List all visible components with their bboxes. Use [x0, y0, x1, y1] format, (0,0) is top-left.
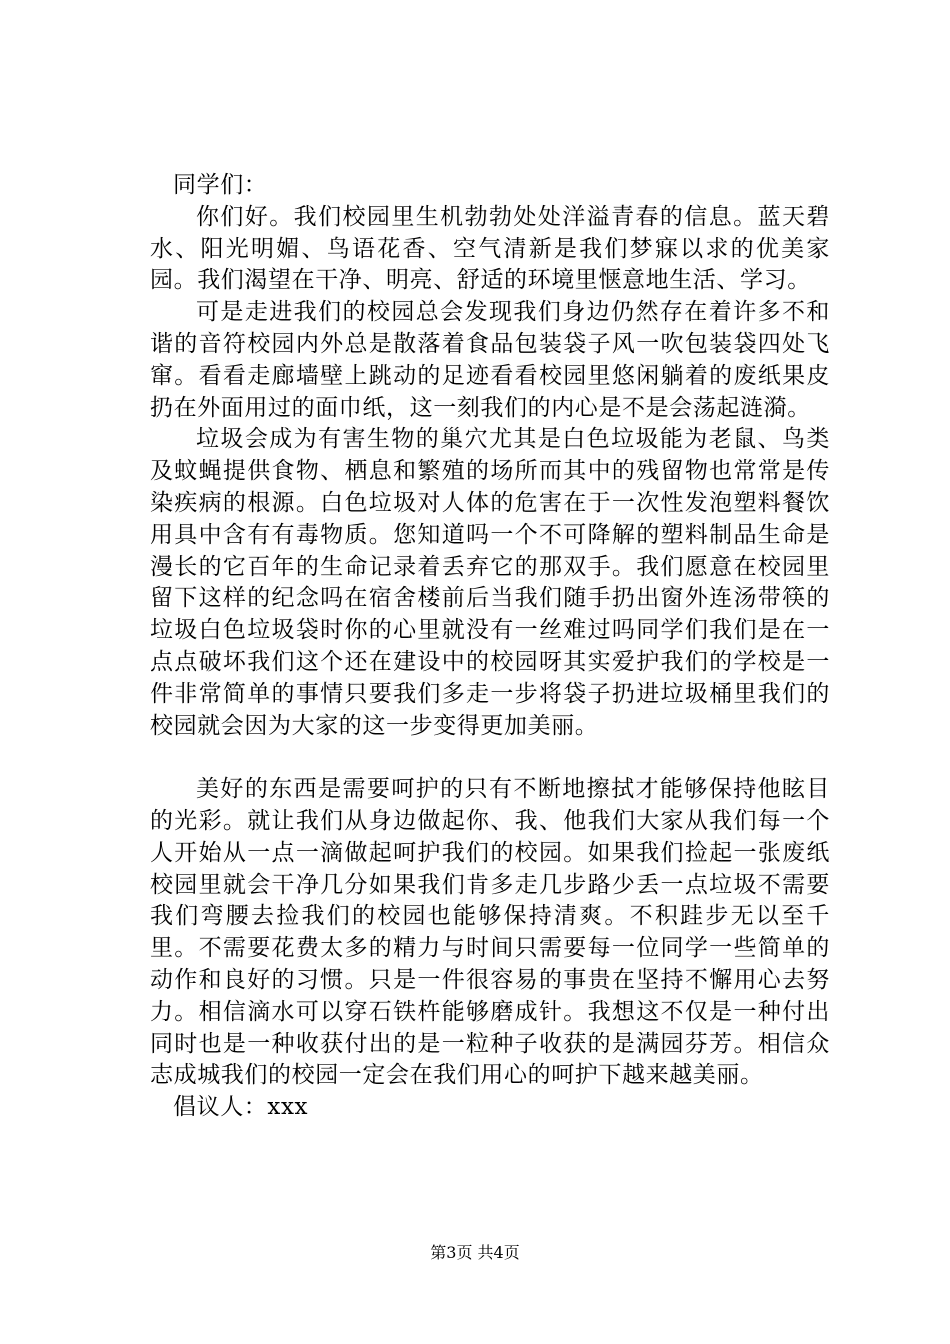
page-footer [0, 1243, 950, 1263]
paragraph-spacer [150, 742, 830, 774]
salutation: 同学们： [173, 172, 268, 198]
page-indicator: 第3页 共4页 [430, 1243, 520, 1262]
paragraph-harm: 垃圾会成为有害生物的巢穴尤其是白色垃圾能为老鼠、鸟类及蚊蝇提供食物、栖息和繁殖的场所而其中的残留物也常常是传染疾病的根源。白色垃圾对人体的危害在于一次性发泡塑料餐饮用具中含有有毒物质。您知道吗一个不可降解的塑料制品生命是漫长的它百年的生命记录着丢弃它的那双手。我们愿意在校园里留下这样的纪念吗在宿舍楼前后当我们随手扔出窗外连汤带筷的垃圾白色垃圾袋时你的心里就没有一丝难过吗同学们我们是在一点点破坏我们这个还在建设中的校园呀其实爱护我们的学校是一件非常简单的事情只要我们多走一步将袋子扔进垃圾桶里我们的校园就会因为大家的这一步变得更加美丽。 [150, 426, 830, 739]
document-body [150, 170, 830, 1124]
signature: 倡议人：xxx [173, 1094, 309, 1121]
paragraph-problem: 可是走进我们的校园总会发现我们身边仍然存在着许多不和谐的音符校园内外总是散落着食品包装袋子风一吹包装袋四处飞窜。看看走廊墙壁上跳动的足迹看看校园里悠闲躺着的废纸果皮扔在外面用过的面巾纸，这一刻我们的内心是不是会荡起涟漪。 [150, 299, 830, 421]
paragraph-greeting: 你们好。我们校园里生机勃勃处处洋溢青春的信息。蓝天碧水、阳光明媚、鸟语花香、空气清新是我们梦寐以求的优美家园。我们渴望在干净、明亮、舒适的环境里惬意地生活、学习。 [150, 203, 830, 294]
paragraph-appeal: 美好的东西是需要呵护的只有不断地擦拭才能够保持他眩目的光彩。就让我们从身边做起你、我、他我们大家从我们每一个人开始从一点一滴做起呵护我们的校园。如果我们捡起一张废纸校园里就会干净几分如果我们肯多走几步路少丢一点垃圾不需要我们弯腰去捡我们的校园也能够保持清爽。不积跬步无以至千里。不需要花费太多的精力与时间只需要每一位同学一些简单的动作和良好的习惯。只是一件很容易的事贵在坚持不懈用心去努力。相信滴水可以穿石铁杵能够磨成针。我想这不仅是一种付出同时也是一种收获付出的是一粒种子收获的是满园芬芳。相信众志成城我们的校园一定会在我们用心的呵护下越来越美丽。 [150, 776, 830, 1089]
